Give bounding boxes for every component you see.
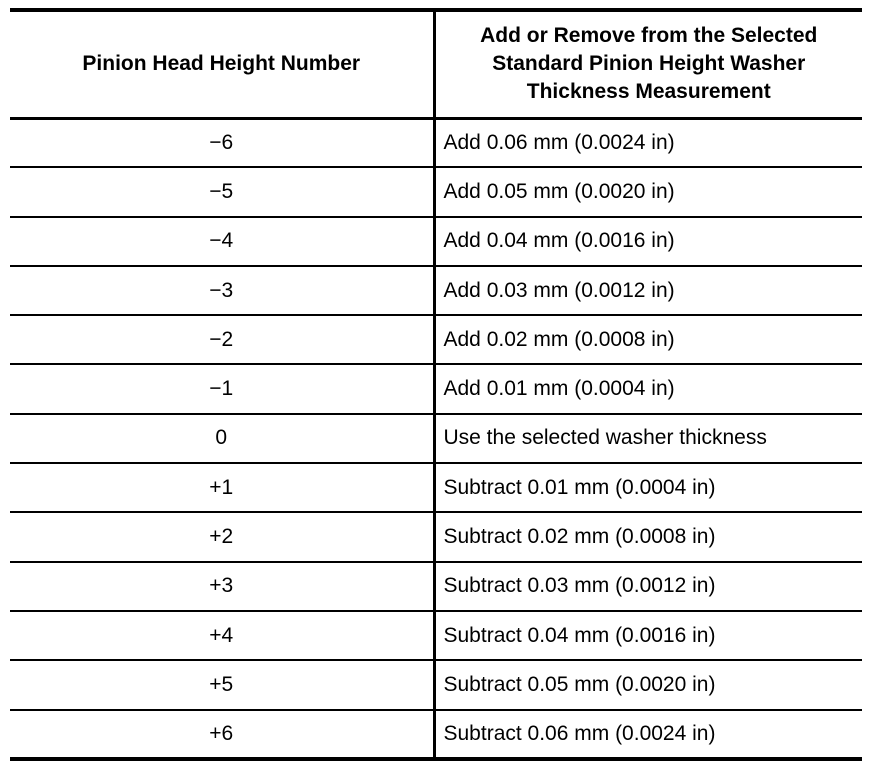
table-row — [10, 315, 862, 364]
table-row — [10, 710, 862, 759]
pinion-number-cell: −5 — [10, 167, 434, 216]
pinion-number-cell: +2 — [10, 512, 434, 561]
table-row — [10, 217, 862, 266]
pinion-number-cell: +1 — [10, 463, 434, 512]
header-pinion-head-height-number: Pinion Head Height Number — [10, 10, 434, 118]
pinion-number-cell: +6 — [10, 710, 434, 759]
washer-adjustment-cell: Add 0.02 mm (0.0008 in) — [434, 315, 862, 364]
header-add-or-remove: Add or Remove from the Selected Standard Pinion Height Washer Thickness Measurement — [434, 10, 862, 118]
washer-adjustment-cell: Use the selected washer thickness — [434, 414, 862, 463]
table-row — [10, 364, 862, 413]
table-body — [10, 118, 862, 759]
washer-adjustment-cell: Add 0.01 mm (0.0004 in) — [434, 364, 862, 413]
washer-adjustment-cell: Subtract 0.05 mm (0.0020 in) — [434, 660, 862, 709]
pinion-number-cell: +5 — [10, 660, 434, 709]
washer-adjustment-cell: Add 0.03 mm (0.0012 in) — [434, 266, 862, 315]
washer-adjustment-cell: Subtract 0.01 mm (0.0004 in) — [434, 463, 862, 512]
table-row — [10, 414, 862, 463]
pinion-number-cell: +3 — [10, 562, 434, 611]
pinion-number-cell: 0 — [10, 414, 434, 463]
pinion-number-cell: −6 — [10, 118, 434, 167]
washer-adjustment-cell: Add 0.04 mm (0.0016 in) — [434, 217, 862, 266]
washer-adjustment-cell: Subtract 0.06 mm (0.0024 in) — [434, 710, 862, 759]
washer-adjustment-cell: Subtract 0.02 mm (0.0008 in) — [434, 512, 862, 561]
pinion-number-cell: −1 — [10, 364, 434, 413]
pinion-number-cell: −3 — [10, 266, 434, 315]
washer-adjustment-cell: Subtract 0.04 mm (0.0016 in) — [434, 611, 862, 660]
pinion-number-cell: −2 — [10, 315, 434, 364]
table-row — [10, 611, 862, 660]
pinion-number-cell: +4 — [10, 611, 434, 660]
table-row — [10, 167, 862, 216]
table-row — [10, 512, 862, 561]
table-row — [10, 660, 862, 709]
table-header — [10, 10, 862, 118]
washer-adjustment-cell: Add 0.05 mm (0.0020 in) — [434, 167, 862, 216]
washer-adjustment-cell: Add 0.06 mm (0.0024 in) — [434, 118, 862, 167]
table-row — [10, 562, 862, 611]
table-row — [10, 118, 862, 167]
table-row — [10, 266, 862, 315]
pinion-washer-table — [10, 8, 862, 761]
table-row — [10, 463, 862, 512]
header-row — [10, 10, 862, 118]
washer-adjustment-cell: Subtract 0.03 mm (0.0012 in) — [434, 562, 862, 611]
pinion-number-cell: −4 — [10, 217, 434, 266]
